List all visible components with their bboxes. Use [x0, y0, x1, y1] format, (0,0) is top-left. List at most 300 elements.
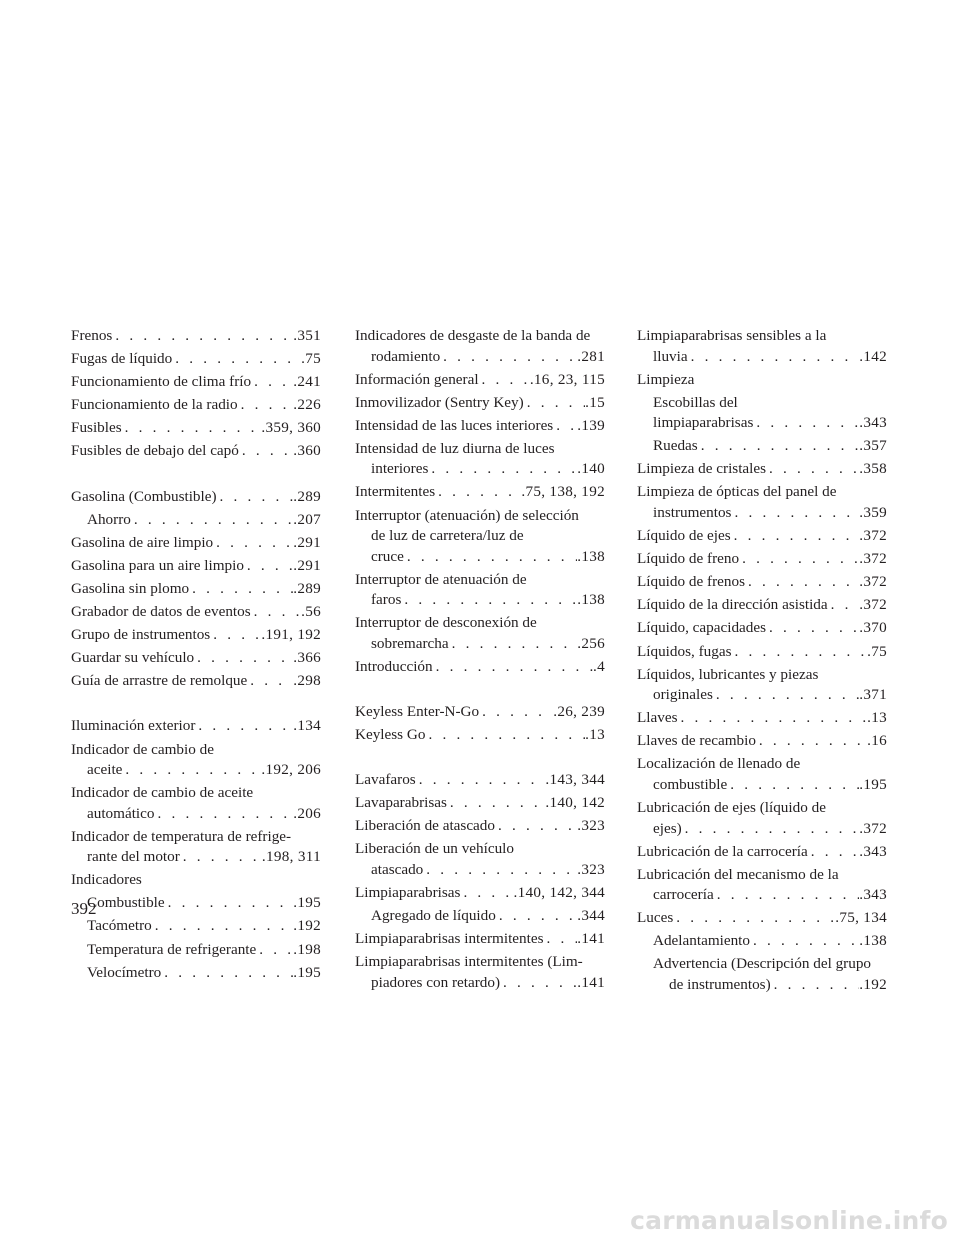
entry-line — [71, 395, 321, 416]
entry-line — [637, 642, 887, 663]
index-entry — [355, 416, 605, 437]
entry-line — [355, 793, 605, 814]
index-entry — [637, 526, 887, 547]
entry-pages: .75, 138, 192 — [521, 483, 605, 501]
entry-label: Lavaparabrisas — [355, 794, 447, 812]
index-entry — [355, 393, 605, 414]
entry-pages: .344 — [577, 907, 605, 925]
entry-label: Luces — [637, 909, 674, 927]
entry-text-line: Indicador de temperatura de refrige- — [71, 827, 292, 845]
entry-line — [637, 526, 887, 547]
index-entry — [637, 708, 887, 729]
entry-line — [637, 618, 887, 639]
entry-line — [355, 416, 605, 437]
entry-label: rante del motor — [87, 848, 180, 866]
index-entry — [71, 441, 321, 462]
dot-leader — [404, 547, 577, 568]
dot-leader — [808, 842, 859, 863]
entry-line — [637, 503, 887, 524]
entry-pages: .192, 206 — [261, 761, 321, 778]
dot-leader — [828, 595, 860, 616]
entry-label: Gasolina para un aire limpio — [71, 556, 244, 574]
entry-label: de instrumentos) — [669, 975, 771, 993]
entry-line — [355, 702, 605, 723]
entry-line — [355, 973, 605, 994]
entry-label: Fusibles de debajo del capó — [71, 442, 239, 460]
entry-pages: .195 — [293, 894, 321, 912]
index-entry — [637, 665, 887, 706]
entry-line — [371, 906, 605, 927]
index-entry — [355, 770, 605, 791]
entry-label: Ahorro — [87, 510, 131, 528]
index-entry — [637, 908, 887, 929]
dot-leader — [766, 459, 859, 480]
entry-text-line: Limpieza — [637, 370, 695, 388]
entry-label: faros — [371, 591, 402, 609]
entry-pages: .358 — [859, 460, 887, 478]
entry-pages: .75, 134 — [835, 909, 887, 927]
entry-label: sobremarcha — [371, 634, 449, 652]
entry-line — [637, 885, 887, 906]
entry-label: interiores — [371, 460, 429, 478]
entry-label: Gasolina de aire limpio — [71, 533, 214, 551]
entry-line — [355, 725, 605, 746]
index-entry — [637, 865, 887, 906]
entry-line — [355, 860, 605, 881]
entry-pages: .4 — [593, 657, 605, 675]
dot-leader — [745, 572, 859, 593]
entry-line — [71, 804, 321, 825]
index-entry — [637, 549, 887, 570]
entry-line — [355, 347, 605, 368]
watermark-logo: carmanualsonline.info — [630, 1206, 948, 1235]
dot-leader — [447, 793, 545, 814]
index-entry — [637, 572, 887, 593]
dot-leader — [698, 436, 860, 457]
entry-pages: .256 — [577, 634, 605, 652]
dot-leader — [423, 860, 577, 881]
entry-label: combustible — [653, 775, 728, 793]
entry-label: Líquidos, fugas — [637, 642, 732, 660]
entry-pages: .198, 311 — [261, 848, 321, 866]
entry-line — [637, 731, 887, 752]
entry-line — [637, 685, 887, 706]
entry-line — [71, 671, 321, 692]
entry-line — [355, 393, 605, 414]
dot-leader — [479, 370, 530, 391]
index-entry — [355, 793, 605, 814]
index-entry — [637, 642, 887, 663]
entry-pages: .195 — [859, 775, 887, 793]
entry-pages: .370 — [859, 619, 887, 637]
entry-text-line: Indicadores — [71, 871, 142, 889]
entry-label: Combustible — [87, 894, 165, 912]
dot-leader — [194, 648, 293, 669]
entry-label: automático — [87, 804, 155, 822]
index-entry — [637, 595, 887, 616]
index-entry — [71, 671, 321, 692]
index-subentry — [355, 906, 605, 927]
entry-line — [71, 349, 321, 370]
entry-line — [71, 418, 321, 439]
entry-label: Lavafaros — [355, 771, 416, 789]
index-entry — [71, 827, 321, 868]
index-entry — [355, 613, 605, 654]
entry-pages: .359, 360 — [261, 419, 321, 437]
index-entry — [355, 816, 605, 837]
entry-label: Líquido de ejes — [637, 527, 731, 545]
entry-line — [637, 459, 887, 480]
entry-line — [87, 940, 321, 961]
entry-label: Funcionamiento de la radio — [71, 396, 238, 414]
dot-leader — [524, 393, 585, 414]
entry-pages: .26, 239 — [553, 702, 605, 720]
dot-leader — [713, 685, 859, 706]
entry-pages: .140, 142 — [545, 794, 605, 812]
dot-leader — [244, 556, 293, 577]
entry-line — [637, 908, 887, 929]
dot-leader — [479, 702, 553, 723]
index-entry — [637, 618, 887, 639]
entry-pages: .360 — [293, 442, 321, 460]
index-column-3 — [637, 326, 887, 998]
dot-leader — [239, 441, 293, 462]
entry-label: cruce — [371, 547, 404, 565]
index-entry — [355, 839, 605, 880]
entry-text-line: Líquidos, lubricantes y piezas — [637, 665, 819, 683]
entry-label: Limpiaparabrisas intermitentes — [355, 930, 544, 948]
entry-label: Lubricación de la carrocería — [637, 842, 808, 860]
entry-line — [653, 931, 887, 952]
letter-gap — [355, 748, 605, 770]
index-entry — [637, 842, 887, 863]
index-subentry — [71, 963, 321, 984]
entry-pages: .134 — [293, 717, 321, 735]
entry-line — [71, 441, 321, 462]
dot-leader — [251, 372, 293, 393]
entry-pages: .372 — [859, 573, 887, 591]
entry-line — [87, 893, 321, 914]
dot-leader — [739, 549, 859, 570]
entry-pages: .195 — [293, 963, 321, 981]
entry-pages: .140, 142, 344 — [513, 884, 605, 901]
entry-pages: .241 — [293, 373, 321, 391]
entry-label: Keyless Enter-N-Go — [355, 702, 480, 720]
index-entry — [637, 798, 887, 839]
entry-label: Información general — [355, 370, 479, 388]
dot-leader — [247, 671, 293, 692]
entry-line — [637, 572, 887, 593]
index-entry — [71, 326, 321, 347]
index-entry — [355, 657, 605, 678]
dot-leader — [553, 416, 577, 437]
letter-gap — [355, 680, 605, 702]
entry-line — [71, 579, 321, 600]
index-entry — [71, 648, 321, 669]
dot-leader — [401, 590, 577, 611]
entry-line — [71, 648, 321, 669]
entry-pages: .141 — [577, 930, 605, 948]
index-subentry — [637, 931, 887, 952]
entry-line — [355, 816, 605, 837]
index-entry — [355, 570, 605, 611]
entry-label: aceite — [87, 761, 123, 778]
entry-label: Intermitentes — [355, 483, 436, 501]
index-entry — [71, 395, 321, 416]
entry-pages: .372 — [859, 819, 887, 837]
entry-label: Líquido de freno — [637, 550, 740, 568]
dot-leader — [771, 975, 860, 996]
entry-label: originales — [653, 686, 713, 704]
dot-leader — [766, 618, 859, 639]
index-entry — [355, 883, 605, 904]
entry-pages: .56 — [301, 603, 321, 621]
entry-pages: .343 — [859, 414, 887, 432]
entry-pages: .140 — [577, 460, 605, 478]
dot-leader — [753, 413, 859, 434]
entry-pages: .142 — [859, 347, 887, 365]
entry-pages: .191, 192 — [261, 626, 321, 644]
entry-line — [71, 625, 321, 646]
entry-text-line: Interruptor de desconexión de — [355, 614, 537, 632]
dot-leader — [544, 929, 578, 950]
index-entry — [637, 482, 887, 523]
entry-pages: .343 — [859, 886, 887, 904]
entry-pages: .16 — [867, 732, 887, 750]
entry-label: Guía de arrastre de remolque — [71, 672, 248, 690]
dot-leader — [112, 326, 293, 347]
entry-pages: .138 — [577, 547, 605, 565]
entry-line — [87, 963, 321, 984]
letter-gap — [71, 465, 321, 487]
entry-pages: .198 — [293, 940, 321, 958]
entry-line — [355, 547, 605, 568]
entry-label: Tacómetro — [87, 917, 152, 935]
entry-pages: .351 — [293, 327, 321, 344]
entry-pages: .141 — [577, 973, 605, 991]
index-entry — [71, 716, 321, 737]
dot-leader — [673, 908, 835, 929]
entry-pages: .372 — [859, 550, 887, 568]
entry-pages: .289 — [293, 579, 321, 597]
entry-pages: .138 — [577, 591, 605, 609]
dot-leader — [416, 770, 546, 791]
entry-pages: .139 — [577, 416, 605, 434]
entry-line — [355, 370, 605, 391]
entry-pages: .192 — [859, 975, 887, 993]
index-entry — [355, 482, 605, 503]
dot-leader — [122, 418, 262, 439]
entry-line — [71, 760, 321, 781]
entry-label: Iluminación exterior — [71, 717, 196, 735]
entry-line — [355, 770, 605, 791]
entry-pages: .298 — [293, 672, 321, 690]
dot-leader — [154, 804, 293, 825]
entry-text-line: Lubricación de ejes (líquido de — [637, 799, 826, 816]
dot-leader — [440, 347, 577, 368]
entry-label: Fugas de líquido — [71, 350, 173, 368]
entry-pages: .138 — [859, 932, 887, 950]
page-number: 392 — [71, 899, 97, 918]
dot-leader — [425, 725, 585, 746]
index-subentry — [637, 393, 887, 434]
entry-line — [637, 842, 887, 863]
dot-leader — [131, 510, 293, 531]
entry-label: Llaves de recambio — [637, 732, 756, 750]
entry-label: Introducción — [355, 657, 433, 675]
entry-line — [355, 482, 605, 503]
entry-pages: .206 — [293, 804, 321, 822]
dot-leader — [714, 885, 860, 906]
dot-leader — [189, 579, 293, 600]
index-entry — [355, 370, 605, 391]
index-subentry — [71, 893, 321, 914]
entry-pages: .207 — [293, 510, 321, 528]
entry-line — [355, 590, 605, 611]
entry-line — [87, 510, 321, 531]
entry-label: ejes) — [653, 819, 682, 837]
entry-line — [355, 657, 605, 678]
entry-label: Líquido, capacidades — [637, 619, 767, 637]
index-column-2 — [355, 326, 605, 996]
entry-line — [653, 436, 887, 457]
entry-line — [637, 549, 887, 570]
dot-leader — [217, 487, 294, 508]
entry-text-line: Intensidad de luz diurna de luces — [355, 439, 555, 457]
index-entry — [637, 370, 887, 391]
dot-leader — [756, 731, 867, 752]
dot-leader — [750, 931, 859, 952]
entry-label: Frenos — [71, 327, 113, 344]
entry-label: Adelantamiento — [653, 932, 750, 950]
entry-pages: .372 — [859, 527, 887, 545]
dot-leader — [731, 526, 860, 547]
entry-label: Keyless Go — [355, 726, 426, 744]
index-entry — [71, 418, 321, 439]
entry-label: Agregado de líquido — [371, 907, 496, 925]
dot-leader — [688, 347, 860, 368]
entry-line — [355, 634, 605, 655]
entry-label: lluvia — [653, 347, 688, 365]
index-entry — [71, 487, 321, 508]
entry-pages: .323 — [577, 860, 605, 878]
index-entry — [71, 783, 321, 824]
entry-text-line: Limpiaparabrisas intermitentes (Lim- — [355, 953, 583, 971]
entry-text-line: Escobillas del — [653, 393, 738, 411]
entry-label: Velocímetro — [87, 963, 162, 981]
dot-leader — [213, 533, 293, 554]
index-entry — [71, 556, 321, 577]
index-entry — [637, 459, 887, 480]
dot-leader — [180, 847, 262, 868]
entry-pages: .13 — [585, 726, 605, 744]
entry-line — [637, 708, 887, 729]
entry-pages: .192 — [293, 917, 321, 935]
index-entry — [355, 929, 605, 950]
entry-text-line: Indicador de cambio de — [71, 740, 214, 758]
dot-leader — [460, 883, 513, 904]
letter-gap — [71, 694, 321, 716]
entry-text-line: Indicador de cambio de aceite — [71, 784, 254, 802]
dot-leader — [496, 906, 577, 927]
entry-label: Funcionamiento de clima frío — [71, 373, 252, 391]
dot-leader — [428, 459, 577, 480]
entry-line — [355, 459, 605, 480]
entry-text-line: de luz de carretera/luz de — [371, 527, 524, 545]
index-entry — [355, 439, 605, 480]
entry-pages: .357 — [859, 437, 887, 455]
index-entry — [71, 602, 321, 623]
entry-pages: .323 — [577, 817, 605, 835]
dot-leader — [256, 940, 293, 961]
entry-label: Grabador de datos de eventos — [71, 603, 251, 621]
index-entry — [637, 326, 887, 367]
index-entry — [71, 740, 321, 781]
dot-leader — [172, 349, 301, 370]
entry-pages: .16, 23, 115 — [529, 370, 605, 388]
dot-leader — [727, 775, 859, 796]
index-entry — [71, 579, 321, 600]
entry-line — [71, 487, 321, 508]
entry-label: Temperatura de refrigerante — [87, 940, 257, 958]
index-column-1 — [71, 326, 321, 986]
dot-leader — [195, 716, 293, 737]
entry-text-line: Advertencia (Descripción del grupo — [653, 955, 872, 973]
index-entry — [355, 725, 605, 746]
entry-label: Limpiaparabrisas — [355, 884, 461, 901]
index-subentry — [71, 916, 321, 937]
entry-line — [71, 372, 321, 393]
entry-pages: .289 — [293, 487, 321, 505]
entry-line — [87, 916, 321, 937]
entry-pages: .359 — [859, 503, 887, 521]
entry-label: instrumentos — [653, 503, 732, 521]
dot-leader — [449, 634, 578, 655]
entry-pages: .75 — [301, 350, 321, 368]
entry-pages: .291 — [293, 533, 321, 551]
entry-label: Limpieza de cristales — [637, 460, 767, 478]
entry-line — [71, 716, 321, 737]
entry-text-line: Interruptor de atenuación de — [355, 570, 527, 588]
index-entry — [71, 533, 321, 554]
index-entry — [355, 952, 605, 993]
index-entry — [637, 731, 887, 752]
entry-label: limpiaparabrisas — [653, 414, 754, 432]
entry-label: Llaves — [637, 709, 678, 727]
entry-pages: .75 — [867, 642, 887, 660]
entry-pages: .343 — [859, 842, 887, 860]
dot-leader — [732, 642, 868, 663]
entry-label: Guardar su vehículo — [71, 649, 195, 667]
dot-leader — [682, 819, 860, 840]
index-entry — [71, 372, 321, 393]
entry-label: Gasolina (Combustible) — [71, 487, 217, 505]
entry-line — [355, 929, 605, 950]
dot-leader — [210, 625, 261, 646]
entry-label: piadores con retardo) — [371, 973, 501, 991]
index-entry — [355, 702, 605, 723]
entry-pages: .366 — [293, 649, 321, 667]
entry-line — [637, 595, 887, 616]
entry-label: Líquido de la dirección asistida — [637, 596, 828, 614]
dot-leader — [165, 893, 294, 914]
entry-line — [653, 975, 887, 996]
entry-line — [71, 326, 321, 347]
entry-label: Líquido de frenos — [637, 573, 745, 591]
entry-line — [653, 413, 887, 434]
entry-pages: .226 — [293, 396, 321, 414]
index-entry — [355, 506, 605, 568]
